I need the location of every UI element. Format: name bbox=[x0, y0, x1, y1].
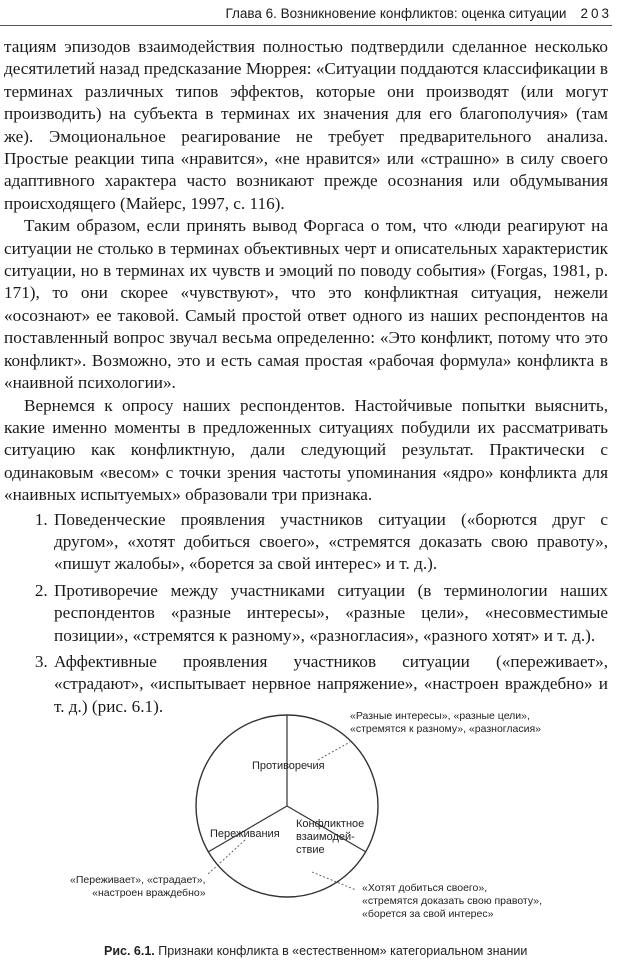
pointer-left bbox=[208, 840, 245, 874]
list-item: 2. Противоречие между участниками ситуации (в терминологии наших респондентов «разные интересы», «разные цели», «несовместимые позиции», «стремятся к разному», «разногласия», «разного хотят» и т. д.). bbox=[52, 580, 608, 647]
list-item: 1. Поведенческие проявления участников ситуации («борются друг с другом», «хотят добиться своего», «стремятся доказать свою правоту», «пишут жалобы», «борется за свой интерес» и т. д.). bbox=[52, 509, 608, 576]
pointer-top-right bbox=[318, 742, 350, 760]
chapter-title: Глава 6. Возникновение конфликтов: оценка ситуации bbox=[225, 6, 567, 21]
caption-text: Признаки конфликта в «естественном» категориальном знании bbox=[158, 944, 528, 958]
annotation-left: «Переживает», «страдает», «настроен враждебно» bbox=[70, 874, 206, 899]
body-text bbox=[4, 36, 608, 722]
segment-label-conflict-interaction: Конфликтное взаимодей- ствие bbox=[296, 818, 365, 856]
annotation-bottom-right: «Хотят добиться своего», «стремятся доказать свою правоту», «борется за свой интерес» bbox=[362, 882, 542, 920]
numbered-list bbox=[4, 509, 608, 719]
running-header bbox=[0, 6, 612, 26]
paragraph: тациям эпизодов взаимодействия полностью подтвердили сделанное несколько десятилетий назад предсказание Мюррея: «Ситуации поддаются классификации в терминах различных типов эффектов, которые они производят (или могут производить) на субъекта в терминах их значения для его благополучия» (там же). Эмоциональное реагирование не требует предварительного анализа. Простые реакции типа «нравится», «не нравится» или «страшно» в силу своего адаптивного характера часто возникают прежде осознания или обдумывания происходящего (Майерс, 1997, с. 116). bbox=[4, 37, 608, 213]
annotation-top-right: «Разные интересы», «разные цели», «стремятся к разному», «разногласия» bbox=[350, 710, 541, 735]
paragraph: Таким образом, если принять вывод Форгаса о том, что «люди реагируют на ситуации не столько в терминах объективных черт и описательных характеристик ситуации, но в терминах их чувств и эмоций по поводу события» (Forgas, 1981, p. 171), то они скорее «чувствуют», что это конфликтная ситуация, нежели «осознают» ее таковой. Самый простой ответ одного из наших респондентов на поставленный вопрос звучал весьма определенно: «Это конфликт, потому что это конфликт». Возможно, это и есть самая простая «рабочая формула» конфликта в «наивной психологии». bbox=[4, 216, 608, 393]
segment-label-contradictions: Противоречия bbox=[252, 760, 325, 772]
paragraph: Вернемся к опросу наших респондентов. Настойчивые попытки выяснить, какие именно моменты в предложенных ситуациях побудили их рассматривать ситуацию как конфликтную, дали следующий результат. Практически с одинаковым «весом» с точки зрения частоты упоминания «ядро» конфликта для «наивных испытуемых» образовали три признака. bbox=[4, 395, 608, 505]
figure-6-1 bbox=[0, 702, 620, 964]
segment-label-experiences: Переживания bbox=[210, 828, 280, 840]
caption-label: Рис. 6.1. bbox=[104, 944, 155, 958]
page-number: 203 bbox=[580, 6, 612, 21]
list-item: 3. Аффективные проявления участников ситуации («переживает», «страдают», «испытывает нервное напряжение», «настроен враждебно» и т. д.) (рис. 6.1). bbox=[52, 651, 608, 718]
figure-caption bbox=[104, 944, 527, 958]
pointer-bottom-right bbox=[312, 872, 356, 890]
